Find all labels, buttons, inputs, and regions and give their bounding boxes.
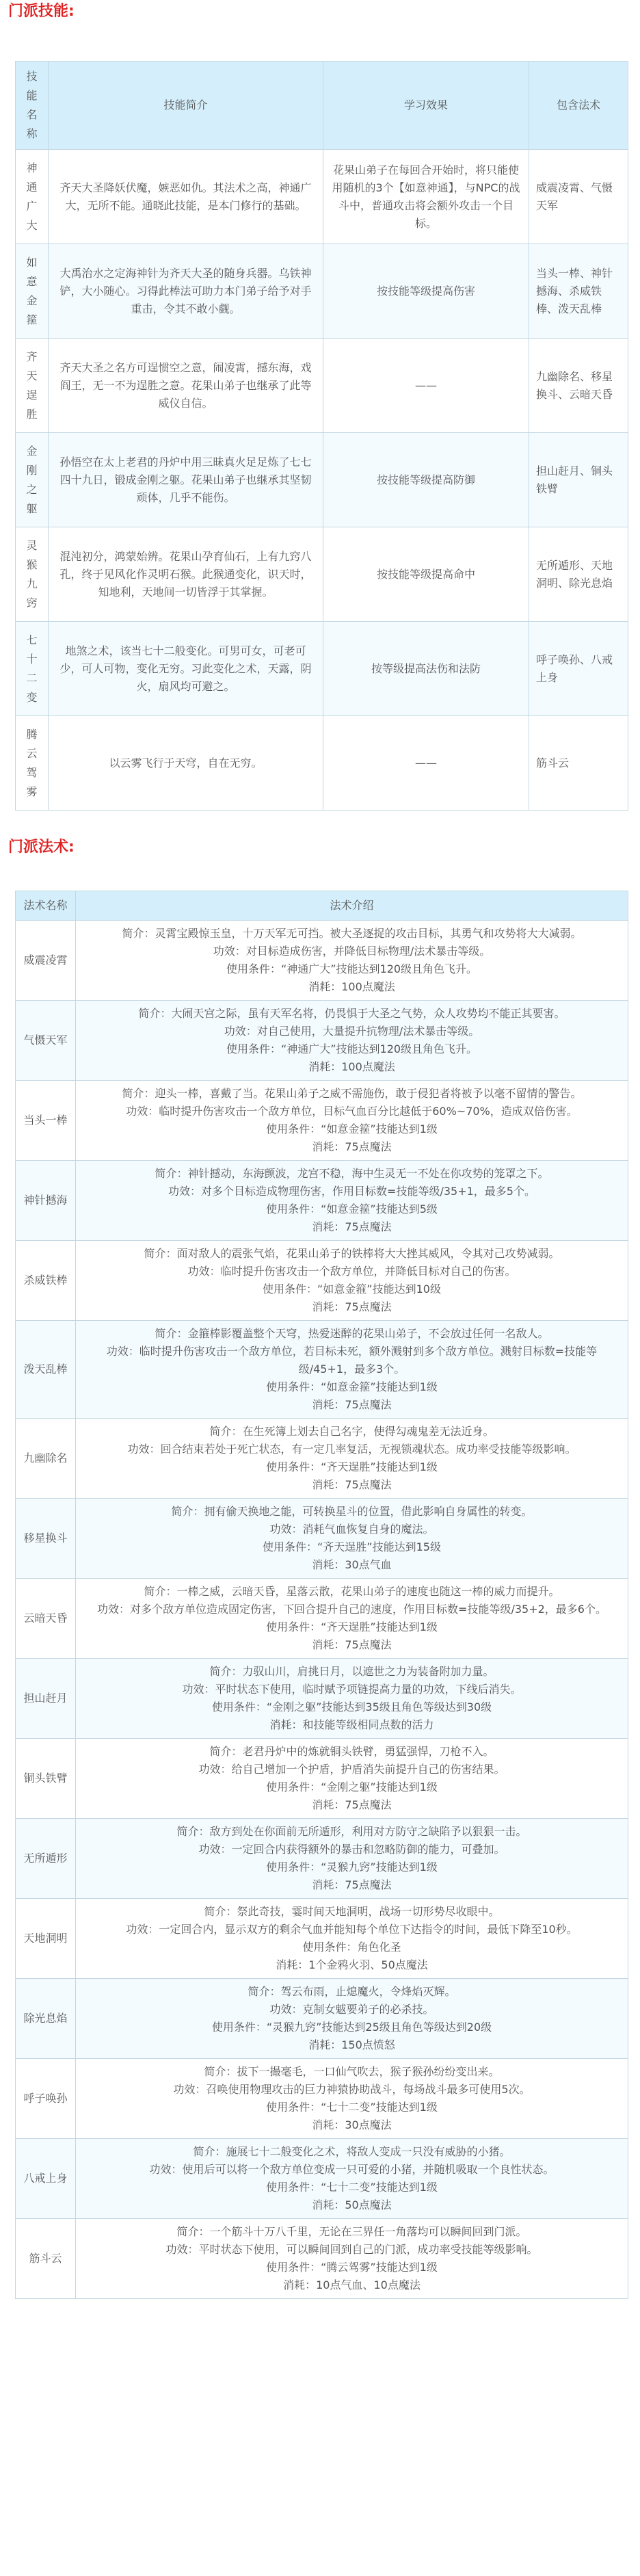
skill-intro: 以云雾飞行于天穹，自在无穷。 xyxy=(49,716,323,811)
spell-name: 气慑天军 xyxy=(16,1001,76,1081)
skills-table-wrapper xyxy=(15,61,628,811)
header-skill-spells: 包含法术 xyxy=(529,62,628,150)
spell-line: 简介：拥有偷天换地之能，可转换星斗的位置，借此影响自身属性的转变。 xyxy=(171,1505,533,1518)
skills-table xyxy=(15,61,628,811)
spell-row xyxy=(16,1321,628,1419)
spell-name: 担山赶月 xyxy=(16,1659,76,1739)
spell-line: 消耗：75点魔法 xyxy=(312,1140,392,1153)
spell-line: 简介：施展七十二般变化之术，将敌人变成一只没有威胁的小猪。 xyxy=(193,2145,511,2158)
spells-table xyxy=(15,891,628,2299)
skill-row xyxy=(16,622,628,716)
spell-row xyxy=(16,1739,628,1819)
spell-desc xyxy=(76,1579,628,1659)
spell-line: 消耗：75点魔法 xyxy=(312,1798,392,1811)
spell-line: 功效：临时提升伤害攻击一个敌方单位，若目标未死，额外溅射到多个敌方单位。溅射目标数=技能等级/45+1，最多3个。 xyxy=(106,1345,598,1376)
spell-name: 天地洞明 xyxy=(16,1899,76,1979)
skills-heading: 门派技能: xyxy=(8,3,75,20)
spell-desc xyxy=(76,2139,628,2219)
skill-intro: 混沌初分，鸿蒙始辨。花果山孕育仙石，上有九窍八孔，终于见风化作灵明石猴。此猴通变化，识天时，知地利，天地间一切皆浮于其掌握。 xyxy=(49,527,323,622)
spell-line: 使用条件：“金刚之躯”技能达到35级且角色等级达到30级 xyxy=(211,1700,492,1713)
spell-line: 功效：召唤使用物理攻击的巨力神猿协助战斗，每场战斗最多可使用5次。 xyxy=(173,2083,531,2096)
spell-line: 功效：对目标造成伤害，并降低目标物理/法术暴击等级。 xyxy=(213,945,491,958)
spells-table-wrapper xyxy=(15,891,628,2299)
spell-line: 功效：回合结束若处于死亡状态，有一定几率复活，无视锁魂状态。成功率受技能等级影响。 xyxy=(127,1443,576,1456)
spell-row xyxy=(16,1161,628,1241)
spell-line: 功效：平时状态下使用，可以瞬间回到自己的门派，成功率受技能等级影响。 xyxy=(165,2243,538,2256)
spell-line: 消耗：75点魔法 xyxy=(312,1220,392,1233)
spell-line: 消耗：30点气血 xyxy=(312,1558,392,1571)
spell-desc xyxy=(76,2059,628,2139)
spell-line: 功效：平时状态下使用，临时赋予项链提高力量的功效，下线后消失。 xyxy=(182,1683,522,1696)
skill-spells: 筋斗云 xyxy=(529,716,628,811)
spell-line: 功效：一定回合内获得额外的暴击和忽略防御的能力，可叠加。 xyxy=(198,1843,505,1856)
spell-line: 消耗：100点魔法 xyxy=(308,980,395,993)
spell-line: 功效：使用后可以将一个敌方单位变成一只可爱的小猪，并随机吸取一个良性状态。 xyxy=(149,2163,555,2176)
spell-line: 功效：对多个目标造成物理伤害，作用目标数=技能等级/35+1，最多5个。 xyxy=(168,1185,535,1198)
spell-name: 移星换斗 xyxy=(16,1499,76,1579)
spell-line: 消耗：75点魔法 xyxy=(312,1398,392,1411)
header-spell-intro: 法术介绍 xyxy=(76,891,628,921)
spell-line: 使用条件：“七十二变”技能达到1级 xyxy=(266,2181,438,2194)
spell-row xyxy=(16,1499,628,1579)
spell-line: 简介：老君丹炉中的炼就铜头铁臂，勇猛强悍，刀枪不入。 xyxy=(209,1745,494,1758)
spell-line: 简介：敌方到处在你面前无所遁形，利用对方防守之缺陷予以狠狠一击。 xyxy=(176,1825,527,1838)
skill-intro: 大禹治水之定海神针为齐天大圣的随身兵器。乌铁神铲，大小随心。习得此棒法可助力本门弟子给予对手重击，令其不敢小觑。 xyxy=(49,244,323,339)
header-skill-intro: 技能简介 xyxy=(49,62,323,150)
spell-name: 当头一棒 xyxy=(16,1081,76,1161)
spell-line: 简介：迎头一棒，喜戴了当。花果山弟子之威不需施伤，敢于侵犯者将被予以毫不留情的警告。 xyxy=(122,1087,582,1100)
spell-line: 简介：拔下一撮毫毛，一口仙气吹去，猴子猴孙纷纷变出来。 xyxy=(204,2065,500,2078)
spell-line: 消耗：100点魔法 xyxy=(308,1060,395,1073)
skill-effect: 按技能等级提高防御 xyxy=(323,433,529,527)
spell-name: 无所遁形 xyxy=(16,1819,76,1899)
spell-desc xyxy=(76,1419,628,1499)
header-skill-name: 技能名称 xyxy=(16,62,49,150)
spell-name: 铜头铁臂 xyxy=(16,1739,76,1819)
spell-line: 消耗：和技能等级相同点数的活力 xyxy=(269,1718,434,1731)
skill-intro: 孙悟空在太上老君的丹炉中用三昧真火足足炼了七七四十九日，锻成金刚之躯。花果山弟子也继承其坚韧顽体，几乎不能伤。 xyxy=(49,433,323,527)
spell-desc xyxy=(76,1241,628,1321)
spell-name: 泼天乱棒 xyxy=(16,1321,76,1419)
spell-row xyxy=(16,2059,628,2139)
spell-desc xyxy=(76,1499,628,1579)
spell-line: 消耗：10点气血、10点魔法 xyxy=(283,2278,421,2291)
spell-name: 九幽除名 xyxy=(16,1419,76,1499)
spell-line: 消耗：75点魔法 xyxy=(312,1478,392,1491)
spell-line: 使用条件：“灵猴九窍”技能达到25级且角色等级达到20级 xyxy=(211,2021,492,2034)
spell-name: 威震凌霄 xyxy=(16,921,76,1001)
spell-row xyxy=(16,1001,628,1081)
spell-line: 消耗：150点愤怒 xyxy=(308,2038,395,2051)
skill-row xyxy=(16,716,628,811)
spell-line: 消耗：30点魔法 xyxy=(312,2118,392,2131)
skill-effect: 按技能等级提高命中 xyxy=(323,527,529,622)
spell-line: 功效：克制女魃要弟子的必杀技。 xyxy=(269,2003,434,2016)
spell-line: 简介：大闹天宫之际，虽有天军名将，仍畏惧于大圣之气势，众人攻势均不能正其要害。 xyxy=(138,1007,565,1020)
spell-line: 消耗：75点魔法 xyxy=(312,1638,392,1651)
skill-row xyxy=(16,339,628,433)
spell-row xyxy=(16,1979,628,2059)
spell-row xyxy=(16,2219,628,2299)
spell-desc xyxy=(76,1979,628,2059)
skill-name: 如意金箍 xyxy=(16,244,49,339)
skill-row xyxy=(16,244,628,339)
spell-desc xyxy=(76,1899,628,1979)
skill-spells: 呼子唤孙、八戒上身 xyxy=(529,622,628,716)
skills-header-row xyxy=(16,62,628,150)
spell-name: 八戒上身 xyxy=(16,2139,76,2219)
spell-line: 使用条件：“七十二变”技能达到1级 xyxy=(266,2101,438,2114)
skill-spells: 威震凌霄、气慑天军 xyxy=(529,150,628,244)
skill-name: 腾云驾雾 xyxy=(16,716,49,811)
spell-line: 使用条件：“齐天逞胜”技能达到15级 xyxy=(263,1540,441,1553)
spell-line: 功效：临时提升伤害攻击一个敌方单位，并降低目标对自己的伤害。 xyxy=(187,1265,516,1278)
spell-name: 除光息焰 xyxy=(16,1979,76,2059)
spell-line: 简介：金箍棒影覆盖整个天穹，热爱迷醉的花果山弟子，不会放过任何一名敌人。 xyxy=(155,1327,549,1340)
spell-desc xyxy=(76,1819,628,1899)
spell-desc xyxy=(76,2219,628,2299)
skill-spells: 无所遁形、天地洞明、除光息焰 xyxy=(529,527,628,622)
spell-desc xyxy=(76,921,628,1001)
skill-row xyxy=(16,150,628,244)
spell-name: 神针撼海 xyxy=(16,1161,76,1241)
skill-effect: 按技能等级提高伤害 xyxy=(323,244,529,339)
skill-spells: 九幽除名、移星换斗、云暗天昏 xyxy=(529,339,628,433)
spell-line: 功效：临时提升伤害攻击一个敌方单位，目标气血百分比越低于60%~70%，造成双倍伤害。 xyxy=(126,1105,578,1118)
skill-intro: 齐天大圣降妖伏魔，嫉恶如仇。其法术之高，神通广大，无所不能。通晓此技能，是本门修行的基础。 xyxy=(49,150,323,244)
skill-row xyxy=(16,527,628,622)
skill-effect: 花果山弟子在每回合开始时，将只能使用随机的3个【如意神通】，与NPC的战斗中，普通攻击将会额外攻击一个目标。 xyxy=(323,150,529,244)
skill-intro: 齐天大圣之名方可逞惯空之意，闹凌霄，撼东海，戏阎王，无一不为逞胜之意。花果山弟子也继承了此等威仪自信。 xyxy=(49,339,323,433)
spell-line: 功效：消耗气血恢复自身的魔法。 xyxy=(269,1523,434,1536)
spell-line: 简介：力驭山川，肩挑日月，以遮世之力为装备附加力量。 xyxy=(209,1665,494,1678)
skill-effect: —— xyxy=(323,339,529,433)
spell-row xyxy=(16,1659,628,1739)
spell-line: 使用条件：“如意金箍”技能达到5级 xyxy=(266,1202,438,1215)
spell-line: 功效：对自己使用，大量提升抗物理/法术暴击等级。 xyxy=(224,1025,480,1038)
spell-line: 使用条件：“灵猴九窍”技能达到1级 xyxy=(266,1861,438,1874)
spell-line: 使用条件：“腾云驾雾”技能达到1级 xyxy=(266,2261,438,2274)
spell-line: 消耗：1个金鸦火羽、50点魔法 xyxy=(276,1958,428,1971)
spell-desc xyxy=(76,1161,628,1241)
skill-effect: —— xyxy=(323,716,529,811)
spell-line: 简介：驾云布雨，止熄魔火，令烽焰灭辉。 xyxy=(248,1985,456,1998)
spell-name: 呼子唤孙 xyxy=(16,2059,76,2139)
spell-line: 消耗：75点魔法 xyxy=(312,1300,392,1313)
spell-row xyxy=(16,1081,628,1161)
spell-line: 简介：祭此奇技，霎时间天地洞明，战场一切形势尽收眼中。 xyxy=(204,1905,500,1918)
spell-line: 使用条件：“如意金箍”技能达到1级 xyxy=(266,1122,438,1135)
spell-line: 使用条件：“如意金箍”技能达到1级 xyxy=(266,1380,438,1393)
spell-line: 简介：神针撼动，东海颤波，龙宫不稳，海中生灵无一不处在你攻势的笼罩之下。 xyxy=(155,1167,549,1180)
skill-row xyxy=(16,433,628,527)
skill-name: 齐天逞胜 xyxy=(16,339,49,433)
header-spell-name: 法术名称 xyxy=(16,891,76,921)
spell-name: 云暗天昏 xyxy=(16,1579,76,1659)
spells-header-row xyxy=(16,891,628,921)
header-skill-effect: 学习效果 xyxy=(323,62,529,150)
spell-line: 使用条件：“神通广大”技能达到120级且角色飞升。 xyxy=(226,962,478,975)
spell-line: 功效：给自己增加一个护盾，护盾消失前提升自己的伤害结果。 xyxy=(198,1763,505,1776)
spells-heading: 门派法术: xyxy=(8,839,75,856)
spell-row xyxy=(16,2139,628,2219)
spell-line: 功效：对多个敌方单位造成固定伤害，下回合提升自己的速度，作用目标数=技能等级/35+2，最多6个。 xyxy=(97,1603,606,1616)
spell-desc xyxy=(76,1659,628,1739)
spell-line: 简介：面对敌人的震张气焰，花果山弟子的铁棒将大大挫其威风，令其对己攻势减弱。 xyxy=(144,1247,560,1260)
spell-line: 功效：一定回合内，显示双方的剩余气血并能知每个单位下达指令的时间，最低下降至10秒。 xyxy=(126,1923,578,1936)
spell-name: 杀威铁棒 xyxy=(16,1241,76,1321)
skill-spells: 担山赶月、铜头铁臂 xyxy=(529,433,628,527)
skill-name: 神通广大 xyxy=(16,150,49,244)
skill-intro: 地煞之术，该当七十二般变化。可男可女，可老可少，可人可物，变化无穷。习此变化之术，天露，阴火，扇风均可避之。 xyxy=(49,622,323,716)
spell-row xyxy=(16,1241,628,1321)
spell-desc xyxy=(76,1001,628,1081)
spell-line: 使用条件：“金刚之躯”技能达到1级 xyxy=(266,1780,438,1793)
spell-line: 简介：一棒之威，云暗天昏，星落云散，花果山弟子的速度也随这一棒的威力而提升。 xyxy=(144,1585,560,1598)
spell-line: 使用条件：“齐天逞胜”技能达到1级 xyxy=(266,1460,438,1473)
spell-line: 简介：在生死簿上划去自己名字，使得勾魂鬼差无法近身。 xyxy=(209,1425,494,1438)
spell-name: 筋斗云 xyxy=(16,2219,76,2299)
spell-row xyxy=(16,1899,628,1979)
spell-line: 使用条件：“齐天逞胜”技能达到1级 xyxy=(266,1620,438,1633)
spell-row xyxy=(16,1579,628,1659)
spell-desc xyxy=(76,1081,628,1161)
spell-line: 使用条件：角色化圣 xyxy=(302,1941,401,1954)
spell-row xyxy=(16,921,628,1001)
skill-name: 七十二变 xyxy=(16,622,49,716)
spell-desc xyxy=(76,1739,628,1819)
spell-line: 简介：灵霄宝殿惊玉皇，十万天军无可挡。被大圣逐捉的攻击目标，其勇气和攻势将大大减弱。 xyxy=(122,927,582,940)
skill-effect: 按等级提高法伤和法防 xyxy=(323,622,529,716)
spell-desc xyxy=(76,1321,628,1419)
spell-line: 简介：一个筋斗十万八千里，无论在三界任一角落均可以瞬间回到门派。 xyxy=(176,2225,527,2238)
skill-name: 灵猴九窍 xyxy=(16,527,49,622)
spell-line: 使用条件：“神通广大”技能达到120级且角色飞升。 xyxy=(226,1042,478,1055)
skill-spells: 当头一棒、神针撼海、杀威铁棒、泼天乱棒 xyxy=(529,244,628,339)
spell-line: 使用条件：“如意金箍”技能达到10级 xyxy=(263,1283,441,1296)
spell-row xyxy=(16,1419,628,1499)
spell-line: 消耗：75点魔法 xyxy=(312,1878,392,1891)
skill-name: 金刚之躯 xyxy=(16,433,49,527)
spell-row xyxy=(16,1819,628,1899)
spell-line: 消耗：50点魔法 xyxy=(312,2198,392,2211)
